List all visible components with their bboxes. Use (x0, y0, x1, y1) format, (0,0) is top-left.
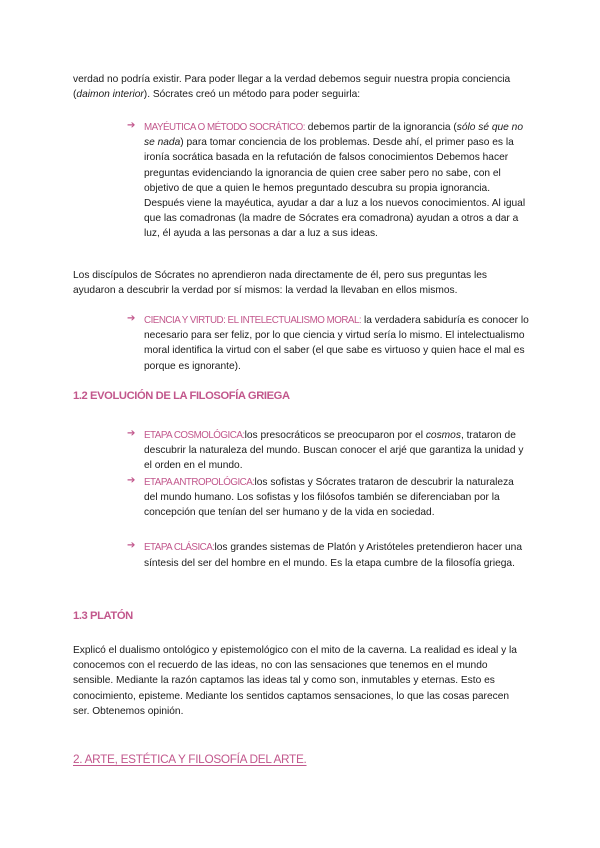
item-text: debemos partir de la ignorancia ( (304, 122, 457, 133)
item-keyword: ETAPA ANTROPOLÓGICA: (144, 477, 255, 488)
item-text: los presocráticos se preocuparon por el (244, 430, 426, 441)
item-text: , trataron de descubrir la naturaleza del mundo. Buscan conocer el arjé que garantiza la unidad y el orden en el mundo. (144, 430, 524, 472)
arrow-bullet-icon: ➔ (127, 428, 136, 439)
list-item-etapa-antropologica (127, 475, 529, 521)
list-item-mayeutica (127, 120, 529, 242)
item-keyword: ETAPA COSMOLÓGICA: (144, 430, 245, 441)
arrow-bullet-icon: ➔ (127, 120, 136, 131)
item-keyword: CIENCIA Y VIRTUD: EL INTELECTUALISMO MORAL: (144, 315, 362, 326)
section-heading-2: 2. ARTE, ESTÉTICA Y FILOSOFÍA DEL ARTE. (73, 752, 307, 766)
paragraph-intro (73, 72, 528, 102)
paragraph-platon: Explicó el dualismo ontológico y epistemológico con el mito de la caverna. La realidad es ideal y la conocemos con el recuerdo de las ideas, no con las sensaciones que tenemos en el mundo sensible. Mediante la razón captamos las ideas tal y como son, inmutables y eternas. Esto es conocimiento, episteme. Mediante los sentidos captamos sensaciones, lo que las cosas parecen ser. Obtenemos opinión. (73, 645, 517, 717)
list-item-etapa-cosmologica (127, 428, 529, 474)
item-text: ) para tomar conciencia de los problemas. Desde ahí, el primer paso es la ironía socrática basada en la refutación de falsos conocimientos Debemos hacer preguntas evidenciando la ignorancia de quien cree saber pero no sabe, con el objetivo de que a quien le hemos preguntado descubra su propia ignorancia. Después viene la mayéutica, ayudar a dar a luz a los nuevos conocimientos. Al igual que las comadronas (la madre de Sócrates era comadrona) ayudan a otros a dar a luz, él ayuda a las personas a dar a luz a sus ideas. (144, 137, 526, 240)
paragraph-text: ). Sócrates creó un método para poder seguirla: (143, 89, 361, 101)
paragraph-discipulos: Los discípulos de Sócrates no aprendieron nada directamente de él, pero sus preguntas les ayudaron a descubrir la verdad por sí mismos: la verdad la llevaban en ellos mismos. (73, 270, 487, 297)
item-keyword: ETAPA CLÁSICA: (144, 542, 215, 553)
item-keyword: MAYÉUTICA O MÉTODO SOCRÁTICO: (144, 122, 305, 133)
item-text: la verdadera sabiduría es conocer lo necesario para ser feliz, por lo que ciencia y virtud sería lo mismo. El intelectualismo moral identifica la virtud con el saber (el que sabe es virtuoso y quien hace el mal es porque es ignorante). (144, 315, 529, 372)
paragraph-text: verdad no podría existir. Para poder llegar a la verdad debemos seguir nuestra propia conciencia ( (73, 74, 511, 101)
arrow-bullet-icon: ➔ (127, 313, 136, 324)
italic-term: daimon interior (76, 89, 144, 101)
list-item-ciencia-virtud (127, 313, 529, 374)
italic-term: sólo sé que no se nada (144, 122, 524, 149)
section-heading-1-3: 1.3 PLATÓN (73, 610, 133, 622)
italic-term: cosmos (425, 430, 461, 441)
arrow-bullet-icon: ➔ (127, 540, 136, 551)
item-text: los grandes sistemas de Platón y Aristóteles pretendieron hacer una síntesis del ser del hombre en el mundo. Es la etapa cumbre de la filosofía griega. (144, 542, 522, 570)
item-text: los sofistas y Sócrates trataron de descubrir la naturaleza del mundo humano. Los sofistas y los filósofos también se diferenciaban por la concepción que tenían del ser humano y de la vida en sociedad. (144, 477, 514, 519)
list-item-etapa-clasica (127, 540, 529, 573)
section-heading-1-2: 1.2 EVOLUCIÓN DE LA FILOSOFÍA GRIEGA (73, 390, 290, 402)
arrow-bullet-icon: ➔ (127, 475, 136, 486)
